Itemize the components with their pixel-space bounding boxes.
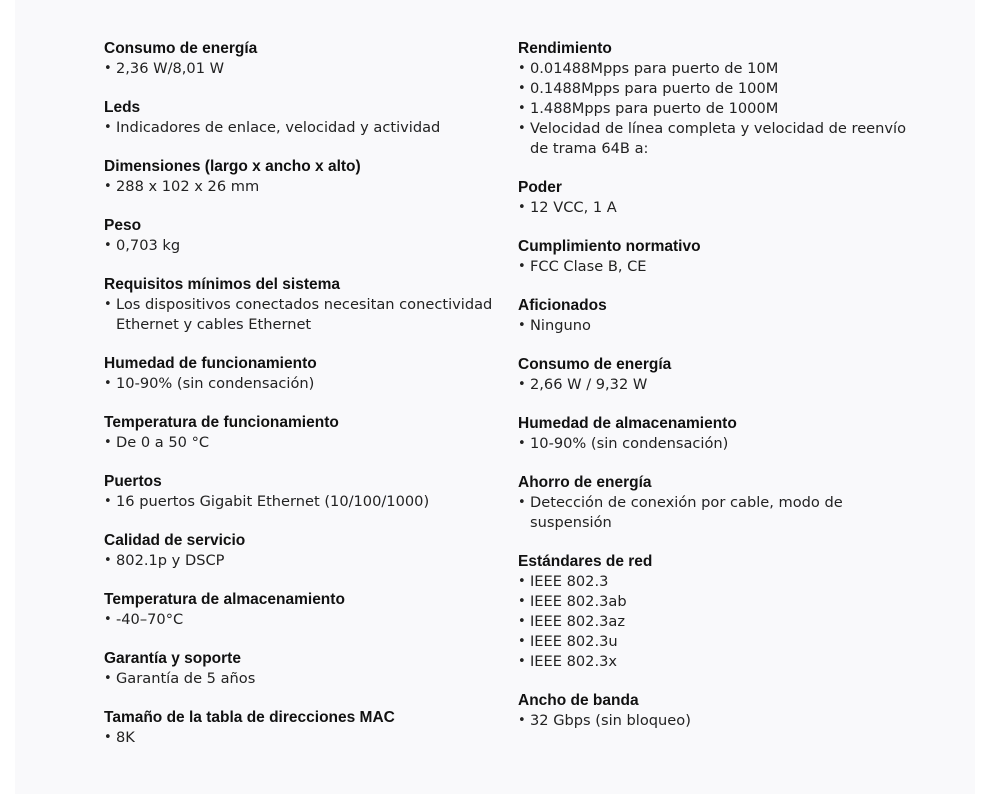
spec-value-list — [518, 59, 928, 159]
spec-value-list — [518, 711, 928, 731]
spec-title: Consumo de energía — [104, 40, 258, 57]
spec-value: • 2,36 W/8,01 W — [104, 59, 499, 79]
spec-value: • IEEE 802.3az — [518, 612, 928, 632]
spec-aficionados — [518, 295, 928, 336]
spec-value: • Garantía de 5 años — [104, 669, 499, 689]
spec-consumo-de-energia — [104, 38, 499, 79]
spec-title: Estándares de red — [518, 553, 653, 570]
spec-title: Cumplimiento normativo — [518, 238, 701, 255]
spec-value-list — [104, 492, 499, 512]
specs-column-right — [518, 38, 928, 749]
spec-value-list — [518, 316, 928, 336]
spec-value: • 2,66 W / 9,32 W — [518, 375, 928, 395]
spec-value-list — [518, 572, 928, 672]
spec-value-list — [104, 236, 499, 256]
spec-consumo-de-energia — [518, 354, 928, 395]
spec-title: Tamaño de la tabla de direcciones MAC — [104, 709, 395, 726]
spec-value: • Velocidad de línea completa y velocidad de reenvío de trama 64B a: — [518, 119, 928, 159]
spec-value: • Los dispositivos conectados necesitan conectividad Ethernet y cables Ethernet — [104, 295, 499, 335]
spec-cumplimiento-normativo — [518, 236, 928, 277]
spec-requisitos-minimos-del-sistema — [104, 274, 499, 335]
spec-puertos — [104, 471, 499, 512]
spec-value: • Indicadores de enlace, velocidad y actividad — [104, 118, 499, 138]
spec-value: • 288 x 102 x 26 mm — [104, 177, 499, 197]
spec-title: Garantía y soporte — [104, 650, 241, 667]
spec-temperatura-de-almacenamiento — [104, 589, 499, 630]
specs-panel — [15, 0, 975, 794]
spec-value-list — [518, 434, 928, 454]
spec-ahorro-de-energia — [518, 472, 928, 533]
spec-value-list — [104, 433, 499, 453]
spec-value-list — [518, 493, 928, 533]
spec-title: Peso — [104, 217, 142, 234]
spec-title: Temperatura de almacenamiento — [104, 591, 345, 608]
spec-humedad-de-funcionamiento — [104, 353, 499, 394]
spec-value-list — [104, 551, 499, 571]
spec-value: • 1.488Mpps para puerto de 1000M — [518, 99, 928, 119]
spec-title: Leds — [104, 99, 141, 116]
spec-value-list — [104, 610, 499, 630]
spec-value: • Ninguno — [518, 316, 928, 336]
spec-value: • -40–70°C — [104, 610, 499, 630]
spec-title: Calidad de servicio — [104, 532, 246, 549]
spec-tamano-de-la-tabla-de-direcciones-mac — [104, 707, 499, 748]
spec-title: Humedad de funcionamiento — [104, 355, 317, 372]
spec-value: • 32 Gbps (sin bloqueo) — [518, 711, 928, 731]
spec-value: • IEEE 802.3 — [518, 572, 928, 592]
spec-humedad-de-almacenamiento — [518, 413, 928, 454]
spec-value-list — [104, 295, 499, 335]
spec-ancho-de-banda — [518, 690, 928, 731]
spec-value: • 16 puertos Gigabit Ethernet (10/100/1000) — [104, 492, 499, 512]
spec-value-list — [104, 118, 499, 138]
spec-title: Ancho de banda — [518, 692, 639, 709]
spec-value-list — [518, 375, 928, 395]
spec-title: Ahorro de energía — [518, 474, 652, 491]
spec-value-list — [518, 257, 928, 277]
spec-value: • 0,703 kg — [104, 236, 499, 256]
spec-value-list — [104, 728, 499, 748]
spec-title: Puertos — [104, 473, 162, 490]
spec-title: Poder — [518, 179, 562, 196]
spec-dimensiones-largo-x-ancho-x-alto — [104, 156, 499, 197]
spec-leds — [104, 97, 499, 138]
spec-rendimiento — [518, 38, 928, 159]
spec-value: • IEEE 802.3u — [518, 632, 928, 652]
spec-value: • 10-90% (sin condensación) — [104, 374, 499, 394]
spec-title: Rendimiento — [518, 40, 612, 57]
spec-value: • 10-90% (sin condensación) — [518, 434, 928, 454]
spec-value: • FCC Clase B, CE — [518, 257, 928, 277]
spec-temperatura-de-funcionamiento — [104, 412, 499, 453]
spec-calidad-de-servicio — [104, 530, 499, 571]
spec-value: • IEEE 802.3ab — [518, 592, 928, 612]
spec-garantia-y-soporte — [104, 648, 499, 689]
spec-title: Dimensiones (largo x ancho x alto) — [104, 158, 361, 175]
specs-column-left — [104, 38, 499, 766]
spec-value: • Detección de conexión por cable, modo de suspensión — [518, 493, 928, 533]
spec-value-list — [104, 59, 499, 79]
spec-value: • IEEE 802.3x — [518, 652, 928, 672]
spec-value: • 12 VCC, 1 A — [518, 198, 928, 218]
spec-value-list — [104, 177, 499, 197]
spec-title: Aficionados — [518, 297, 607, 314]
spec-title: Temperatura de funcionamiento — [104, 414, 339, 431]
spec-value: • 0.01488Mpps para puerto de 10M — [518, 59, 928, 79]
spec-title: Requisitos mínimos del sistema — [104, 276, 341, 293]
spec-value: • 8K — [104, 728, 499, 748]
spec-estandares-de-red — [518, 551, 928, 672]
spec-value: • 802.1p y DSCP — [104, 551, 499, 571]
spec-peso — [104, 215, 499, 256]
spec-value-list — [104, 669, 499, 689]
spec-value-list — [104, 374, 499, 394]
spec-title: Consumo de energía — [518, 356, 672, 373]
spec-value-list — [518, 198, 928, 218]
spec-value: • 0.1488Mpps para puerto de 100M — [518, 79, 928, 99]
spec-poder — [518, 177, 928, 218]
spec-value: • De 0 a 50 °C — [104, 433, 499, 453]
spec-title: Humedad de almacenamiento — [518, 415, 737, 432]
